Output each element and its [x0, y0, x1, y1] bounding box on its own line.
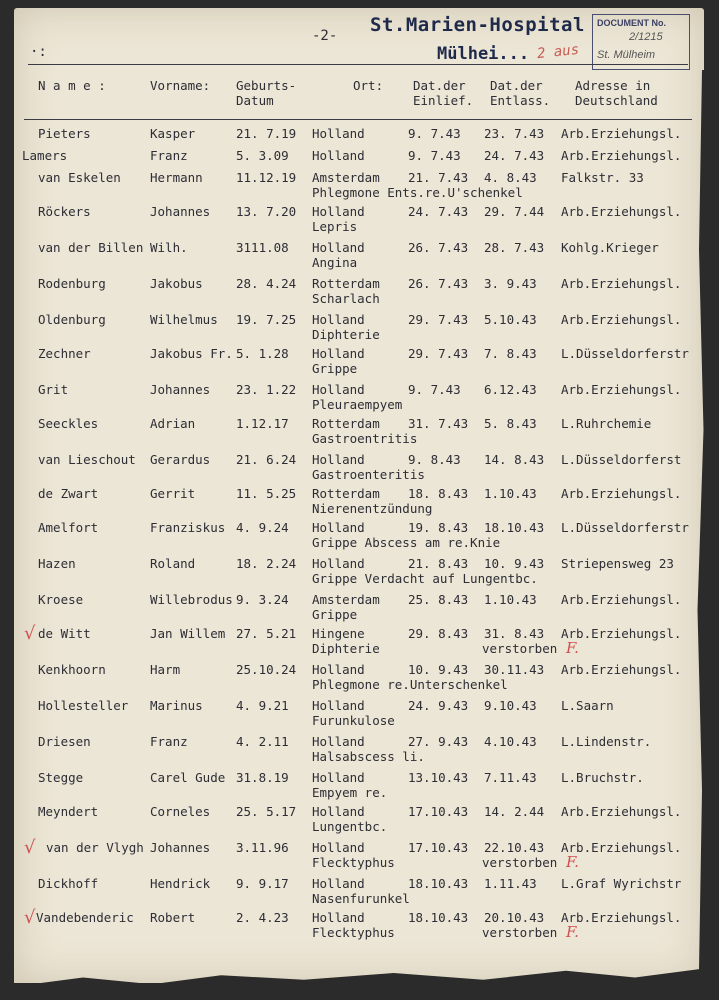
cell-vorname: Wilh. — [150, 240, 188, 255]
cell-einlieferung: 27. 9.43 — [408, 734, 469, 749]
cell-name: van Lieschout — [38, 452, 136, 467]
cell-entlassung: 4.10.43 — [484, 734, 537, 749]
cell-entlassung: 6.12.43 — [484, 382, 537, 397]
cell-ort: Holland — [312, 204, 365, 219]
cell-geburtsdatum: 23. 1.22 — [236, 382, 297, 397]
cell-vorname: Johannes — [150, 204, 211, 219]
cell-name: van der Vlygh — [46, 840, 144, 855]
cell-entlassung: 14. 8.43 — [484, 452, 545, 467]
cell-einlieferung: 24. 7.43 — [408, 204, 469, 219]
cell-entlassung: 1.10.43 — [484, 592, 537, 607]
cell-entlassung: 9.10.43 — [484, 698, 537, 713]
header-adresse-1: Adresse in — [575, 78, 651, 93]
cell-ort: Hingene — [312, 626, 365, 641]
cell-name: Vandebenderic — [36, 910, 134, 925]
cell-name: Röckers — [38, 204, 91, 219]
cell-ort: Rotterdam — [312, 416, 380, 431]
stamp-label: DOCUMENT No. — [597, 18, 666, 28]
cell-name: Meyndert — [38, 804, 99, 819]
cell-name: Stegge — [38, 770, 84, 785]
cell-ort: Holland — [312, 804, 365, 819]
cell-vorname: Franz — [150, 734, 188, 749]
cell-diagnose: Gastroentritis — [312, 431, 418, 446]
cell-vorname: Jakobus — [150, 276, 203, 291]
handwritten-mark: F. — [566, 853, 579, 871]
cell-adresse: Striepensweg 23 — [561, 556, 674, 571]
cell-name: Lamers — [22, 148, 68, 163]
stamp-place: St. Mülheim — [597, 49, 656, 61]
cell-vorname: Johannes — [150, 840, 211, 855]
cell-geburtsdatum: 21. 7.19 — [236, 126, 297, 141]
cell-diagnose: Grippe — [312, 361, 358, 376]
cell-diagnose: Lepris — [312, 219, 358, 234]
cell-name: van der Billen — [38, 240, 144, 255]
cell-entlassung: 3. 9.43 — [484, 276, 537, 291]
cell-geburtsdatum: 13. 7.20 — [236, 204, 297, 219]
cell-diagnose: Grippe Abscess am re.Knie — [312, 535, 501, 550]
cell-name: de Witt — [38, 626, 91, 641]
header-rule — [24, 119, 692, 120]
cell-geburtsdatum: 4. 9.24 — [236, 520, 289, 535]
cell-name: Grit — [38, 382, 69, 397]
cell-vorname: Johannes — [150, 382, 211, 397]
cell-diagnose: Scharlach — [312, 291, 380, 306]
cell-diagnose: Phlegmone Ents.re.U'schenkel — [312, 185, 523, 200]
cell-geburtsdatum: 9. 3.24 — [236, 592, 289, 607]
cell-entlassung: 1.10.43 — [484, 486, 537, 501]
header-einlief-2: Einlief. — [413, 93, 474, 108]
cell-name: Hazen — [38, 556, 76, 571]
cell-adresse: L.Ruhrchemie — [561, 416, 652, 431]
cell-vorname: Adrian — [150, 416, 196, 431]
handwritten-code: 2 aus — [536, 41, 580, 63]
cell-vorname: Hendrick — [150, 876, 211, 891]
cell-name: Rodenburg — [38, 276, 106, 291]
cell-ort: Holland — [312, 876, 365, 891]
cell-ort: Holland — [312, 126, 365, 141]
cell-vorname: Jakobus Fr. — [150, 346, 233, 361]
cell-diagnose: Flecktyphus — [312, 855, 395, 870]
cell-geburtsdatum: 27. 5.21 — [236, 626, 297, 641]
cell-vorname: Wilhelmus — [150, 312, 218, 327]
cell-ort: Holland — [312, 148, 365, 163]
cell-einlieferung: 19. 8.43 — [408, 520, 469, 535]
cell-name: Amelfort — [38, 520, 99, 535]
handwritten-check-mark: √ — [24, 907, 36, 928]
handwritten-check-mark: √ — [24, 837, 36, 858]
cell-adresse: Arb.Erziehungsl. — [561, 592, 682, 607]
cell-name: Seeckles — [38, 416, 99, 431]
cell-name: Kenkhoorn — [38, 662, 106, 677]
header-ort: Ort: — [353, 78, 384, 93]
cell-vorname: Gerardus — [150, 452, 211, 467]
cell-geburtsdatum: 9. 9.17 — [236, 876, 289, 891]
cell-diagnose: Furunkulose — [312, 713, 395, 728]
cell-adresse: Arb.Erziehungsl. — [561, 204, 682, 219]
cell-entlassung: 24. 7.43 — [484, 148, 545, 163]
cell-vorname: Carel Gude — [150, 770, 226, 785]
cell-entlassung: 1.11.43 — [484, 876, 537, 891]
cell-ort: Holland — [312, 520, 365, 535]
cell-ort: Holland — [312, 452, 365, 467]
hospital-city: Mülhei... — [437, 44, 530, 64]
cell-diagnose: Pleuraempyem — [312, 397, 403, 412]
cell-verstorben: verstorben — [482, 925, 558, 940]
cell-einlieferung: 26. 7.43 — [408, 276, 469, 291]
cell-einlieferung: 29. 7.43 — [408, 346, 469, 361]
cell-adresse: Arb.Erziehungsl. — [561, 312, 682, 327]
cell-adresse: Arb.Erziehungsl. — [561, 840, 682, 855]
cell-name: Zechner — [38, 346, 91, 361]
cell-einlieferung: 9. 7.43 — [408, 126, 461, 141]
cell-adresse: Falkstr. 33 — [561, 170, 644, 185]
cell-adresse: Arb.Erziehungsl. — [561, 804, 682, 819]
cell-vorname: Hermann — [150, 170, 203, 185]
cell-entlassung: 18.10.43 — [484, 520, 545, 535]
cell-vorname: Marinus — [150, 698, 203, 713]
cell-diagnose: Grippe Verdacht auf Lungentbc. — [312, 571, 538, 586]
handwritten-mark: F. — [566, 923, 579, 941]
cell-geburtsdatum: 11. 5.25 — [236, 486, 297, 501]
cell-entlassung: 22.10.43 — [484, 840, 545, 855]
cell-geburtsdatum: 1.12.17 — [236, 416, 289, 431]
cell-geburtsdatum: 4. 9.21 — [236, 698, 289, 713]
cell-einlieferung: 9. 8.43 — [408, 452, 461, 467]
cell-geburtsdatum: 25. 5.17 — [236, 804, 297, 819]
cell-name: de Zwart — [38, 486, 99, 501]
cell-entlassung: 7.11.43 — [484, 770, 537, 785]
cell-ort: Holland — [312, 840, 365, 855]
cell-adresse: L.Düsseldorferst — [561, 452, 682, 467]
cell-einlieferung: 29. 7.43 — [408, 312, 469, 327]
cell-vorname: Franz — [150, 148, 188, 163]
cell-diagnose: Flecktyphus — [312, 925, 395, 940]
cell-ort: Holland — [312, 556, 365, 571]
cell-ort: Holland — [312, 240, 365, 255]
cell-entlassung: 31. 8.43 — [484, 626, 545, 641]
cell-adresse: L.Graf Wyrichstr — [561, 876, 682, 891]
cell-einlieferung: 17.10.43 — [408, 804, 469, 819]
cell-entlassung: 14. 2.44 — [484, 804, 545, 819]
cell-einlieferung: 18. 8.43 — [408, 486, 469, 501]
header-adresse-2: Deutschland — [575, 93, 658, 108]
cell-entlassung: 10. 9.43 — [484, 556, 545, 571]
cell-geburtsdatum: 4. 2.11 — [236, 734, 289, 749]
cell-vorname: Gerrit — [150, 486, 196, 501]
handwritten-mark: F. — [566, 639, 579, 657]
cell-diagnose: Lungentbc. — [312, 819, 388, 834]
margin-mark: ·: — [30, 44, 47, 60]
cell-einlieferung: 13.10.43 — [408, 770, 469, 785]
cell-ort: Rotterdam — [312, 486, 380, 501]
cell-entlassung: 20.10.43 — [484, 910, 545, 925]
cell-entlassung: 29. 7.44 — [484, 204, 545, 219]
cell-ort: Holland — [312, 770, 365, 785]
cell-adresse: Arb.Erziehungsl. — [561, 276, 682, 291]
cell-name: Dickhoff — [38, 876, 99, 891]
cell-geburtsdatum: 2. 4.23 — [236, 910, 289, 925]
cell-name: Hollesteller — [38, 698, 129, 713]
cell-diagnose: Phlegmone re.Unterschenkel — [312, 677, 508, 692]
cell-ort: Holland — [312, 312, 365, 327]
cell-entlassung: 5.10.43 — [484, 312, 537, 327]
cell-diagnose: Nierenentzündung — [312, 501, 433, 516]
header-geburt-1: Geburts- — [236, 78, 297, 93]
cell-einlieferung: 9. 7.43 — [408, 148, 461, 163]
cell-geburtsdatum: 18. 2.24 — [236, 556, 297, 571]
cell-adresse: Arb.Erziehungsl. — [561, 662, 682, 677]
cell-name: Oldenburg — [38, 312, 106, 327]
cell-einlieferung: 21. 8.43 — [408, 556, 469, 571]
cell-diagnose: Halsabscess li. — [312, 749, 425, 764]
cell-diagnose: Gastroenteritis — [312, 467, 425, 482]
cell-adresse: Arb.Erziehungsl. — [561, 910, 682, 925]
cell-verstorben: verstorben — [482, 855, 558, 870]
handwritten-check-mark: √ — [24, 623, 36, 644]
cell-ort: Amsterdam — [312, 592, 380, 607]
cell-ort: Holland — [312, 346, 365, 361]
header-vorname: Vorname: — [150, 78, 211, 93]
cell-vorname: Jan Willem — [150, 626, 226, 641]
cell-vorname: Roland — [150, 556, 196, 571]
document-stamp — [592, 14, 690, 70]
cell-ort: Holland — [312, 698, 365, 713]
cell-einlieferung: 18.10.43 — [408, 876, 469, 891]
cell-vorname: Kasper — [150, 126, 196, 141]
cell-geburtsdatum: 19. 7.25 — [236, 312, 297, 327]
cell-entlassung: 5. 8.43 — [484, 416, 537, 431]
cell-adresse: Kohlg.Krieger — [561, 240, 659, 255]
cell-vorname: Corneles — [150, 804, 211, 819]
cell-verstorben: verstorben — [482, 641, 558, 656]
cell-diagnose: Diphterie — [312, 327, 380, 342]
cell-entlassung: 30.11.43 — [484, 662, 545, 677]
header-entlass-2: Entlass. — [490, 93, 551, 108]
cell-geburtsdatum: 25.10.24 — [236, 662, 297, 677]
cell-vorname: Willebrodus — [150, 592, 233, 607]
cell-adresse: L.Bruchstr. — [561, 770, 644, 785]
cell-name: Kroese — [38, 592, 84, 607]
cell-entlassung: 28. 7.43 — [484, 240, 545, 255]
cell-geburtsdatum: 5. 1.28 — [236, 346, 289, 361]
cell-ort: Holland — [312, 382, 365, 397]
cell-adresse: Arb.Erziehungsl. — [561, 126, 682, 141]
cell-name: Driesen — [38, 734, 91, 749]
cell-geburtsdatum: 11.12.19 — [236, 170, 297, 185]
cell-geburtsdatum: 31.8.19 — [236, 770, 289, 785]
cell-entlassung: 7. 8.43 — [484, 346, 537, 361]
stamp-number: 2/1215 — [629, 31, 663, 43]
cell-diagnose: Nasenfurunkel — [312, 891, 410, 906]
cell-adresse: L.Düsseldorferstr — [561, 346, 689, 361]
cell-ort: Amsterdam — [312, 170, 380, 185]
cell-vorname: Harm — [150, 662, 181, 677]
hospital-name: St.Marien-Hospital — [370, 14, 585, 36]
cell-einlieferung: 21. 7.43 — [408, 170, 469, 185]
cell-einlieferung: 29. 8.43 — [408, 626, 469, 641]
cell-adresse: L.Saarn — [561, 698, 614, 713]
cell-adresse: Arb.Erziehungsl. — [561, 486, 682, 501]
cell-diagnose: Empyem re. — [312, 785, 388, 800]
cell-einlieferung: 17.10.43 — [408, 840, 469, 855]
cell-einlieferung: 26. 7.43 — [408, 240, 469, 255]
cell-ort: Holland — [312, 734, 365, 749]
cell-ort: Holland — [312, 910, 365, 925]
cell-entlassung: 4. 8.43 — [484, 170, 537, 185]
cell-ort: Rotterdam — [312, 276, 380, 291]
cell-adresse: L.Lindenstr. — [561, 734, 652, 749]
cell-einlieferung: 31. 7.43 — [408, 416, 469, 431]
cell-entlassung: 23. 7.43 — [484, 126, 545, 141]
header-einlief-1: Dat.der — [413, 78, 466, 93]
cell-geburtsdatum: 28. 4.24 — [236, 276, 297, 291]
cell-einlieferung: 9. 7.43 — [408, 382, 461, 397]
cell-adresse: Arb.Erziehungsl. — [561, 626, 682, 641]
cell-einlieferung: 24. 9.43 — [408, 698, 469, 713]
cell-name: Pieters — [38, 126, 91, 141]
cell-diagnose: Angina — [312, 255, 358, 270]
cell-vorname: Franziskus — [150, 520, 226, 535]
cell-name: van Eskelen — [38, 170, 121, 185]
page-number: -2- — [312, 28, 338, 44]
top-rule — [28, 64, 688, 65]
cell-geburtsdatum: 21. 6.24 — [236, 452, 297, 467]
header-geburt-2: Datum — [236, 93, 274, 108]
cell-diagnose: Grippe — [312, 607, 358, 622]
cell-vorname: Robert — [150, 910, 196, 925]
cell-adresse: L.Düsseldorferstr — [561, 520, 689, 535]
header-entlass-1: Dat.der — [490, 78, 543, 93]
cell-adresse: Arb.Erziehungsl. — [561, 382, 682, 397]
cell-einlieferung: 10. 9.43 — [408, 662, 469, 677]
cell-einlieferung: 25. 8.43 — [408, 592, 469, 607]
cell-geburtsdatum: 3.11.96 — [236, 840, 289, 855]
header-name: N a m e : — [38, 78, 106, 93]
cell-geburtsdatum: 3111.08 — [236, 240, 289, 255]
cell-geburtsdatum: 5. 3.09 — [236, 148, 289, 163]
cell-einlieferung: 18.10.43 — [408, 910, 469, 925]
cell-diagnose: Diphterie — [312, 641, 380, 656]
cell-ort: Holland — [312, 662, 365, 677]
cell-adresse: Arb.Erziehungsl. — [561, 148, 682, 163]
